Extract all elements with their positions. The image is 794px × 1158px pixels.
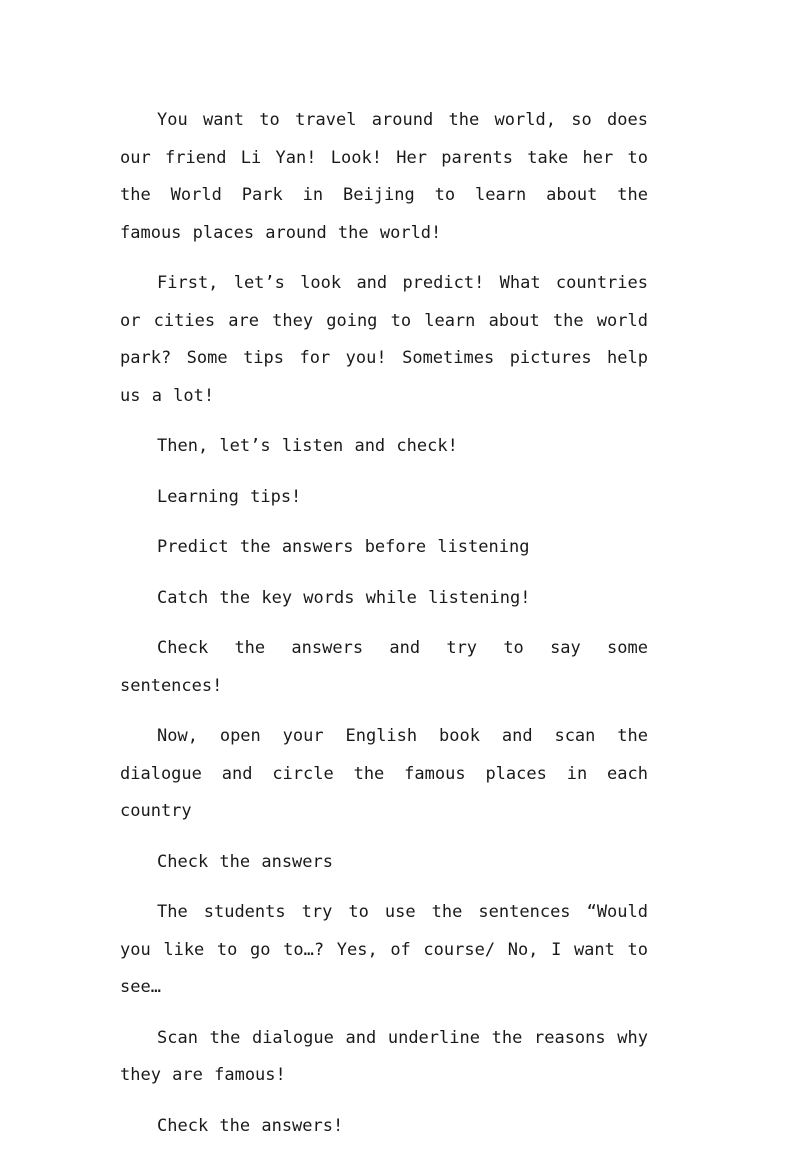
paragraph-listen-check: Then, let’s listen and check! — [157, 436, 458, 456]
paragraph-check-answers: Check the answers — [157, 851, 333, 872]
paragraph-scan-underline: Scan the dialogue and underline the reasons why they are famous! — [120, 1027, 648, 1085]
paragraph-tip-predict: Predict the answers before listening — [157, 537, 530, 557]
paragraph-tip-check: Check the answers and try to say some sentences! — [120, 638, 648, 696]
paragraph-sentences: The students try to use the sentences “Would you like to go to…? Yes, of course/ No, I want to see… — [120, 902, 648, 997]
paragraph-scan-circle: Now, open your English book and scan the dialogue and circle the famous places in each country — [120, 726, 648, 821]
document-body — [120, 102, 648, 1158]
paragraph-check-answers-final: Check the answers! — [157, 1115, 344, 1136]
paragraph-learning-tips: Learning tips! — [157, 486, 302, 507]
paragraph-intro: You want to travel around the world, so does our friend Li Yan! Look! Her parents take her to the World Park in Beijing to learn about the famous places around the world! — [120, 110, 648, 243]
paragraph-tip-key-words: Catch the key words while listening! — [157, 587, 531, 608]
paragraph-predict: First, let’s look and predict! What countries or cities are they going to learn about the world park? Some tips for you! Sometimes pictures help us a lot! — [120, 273, 648, 406]
